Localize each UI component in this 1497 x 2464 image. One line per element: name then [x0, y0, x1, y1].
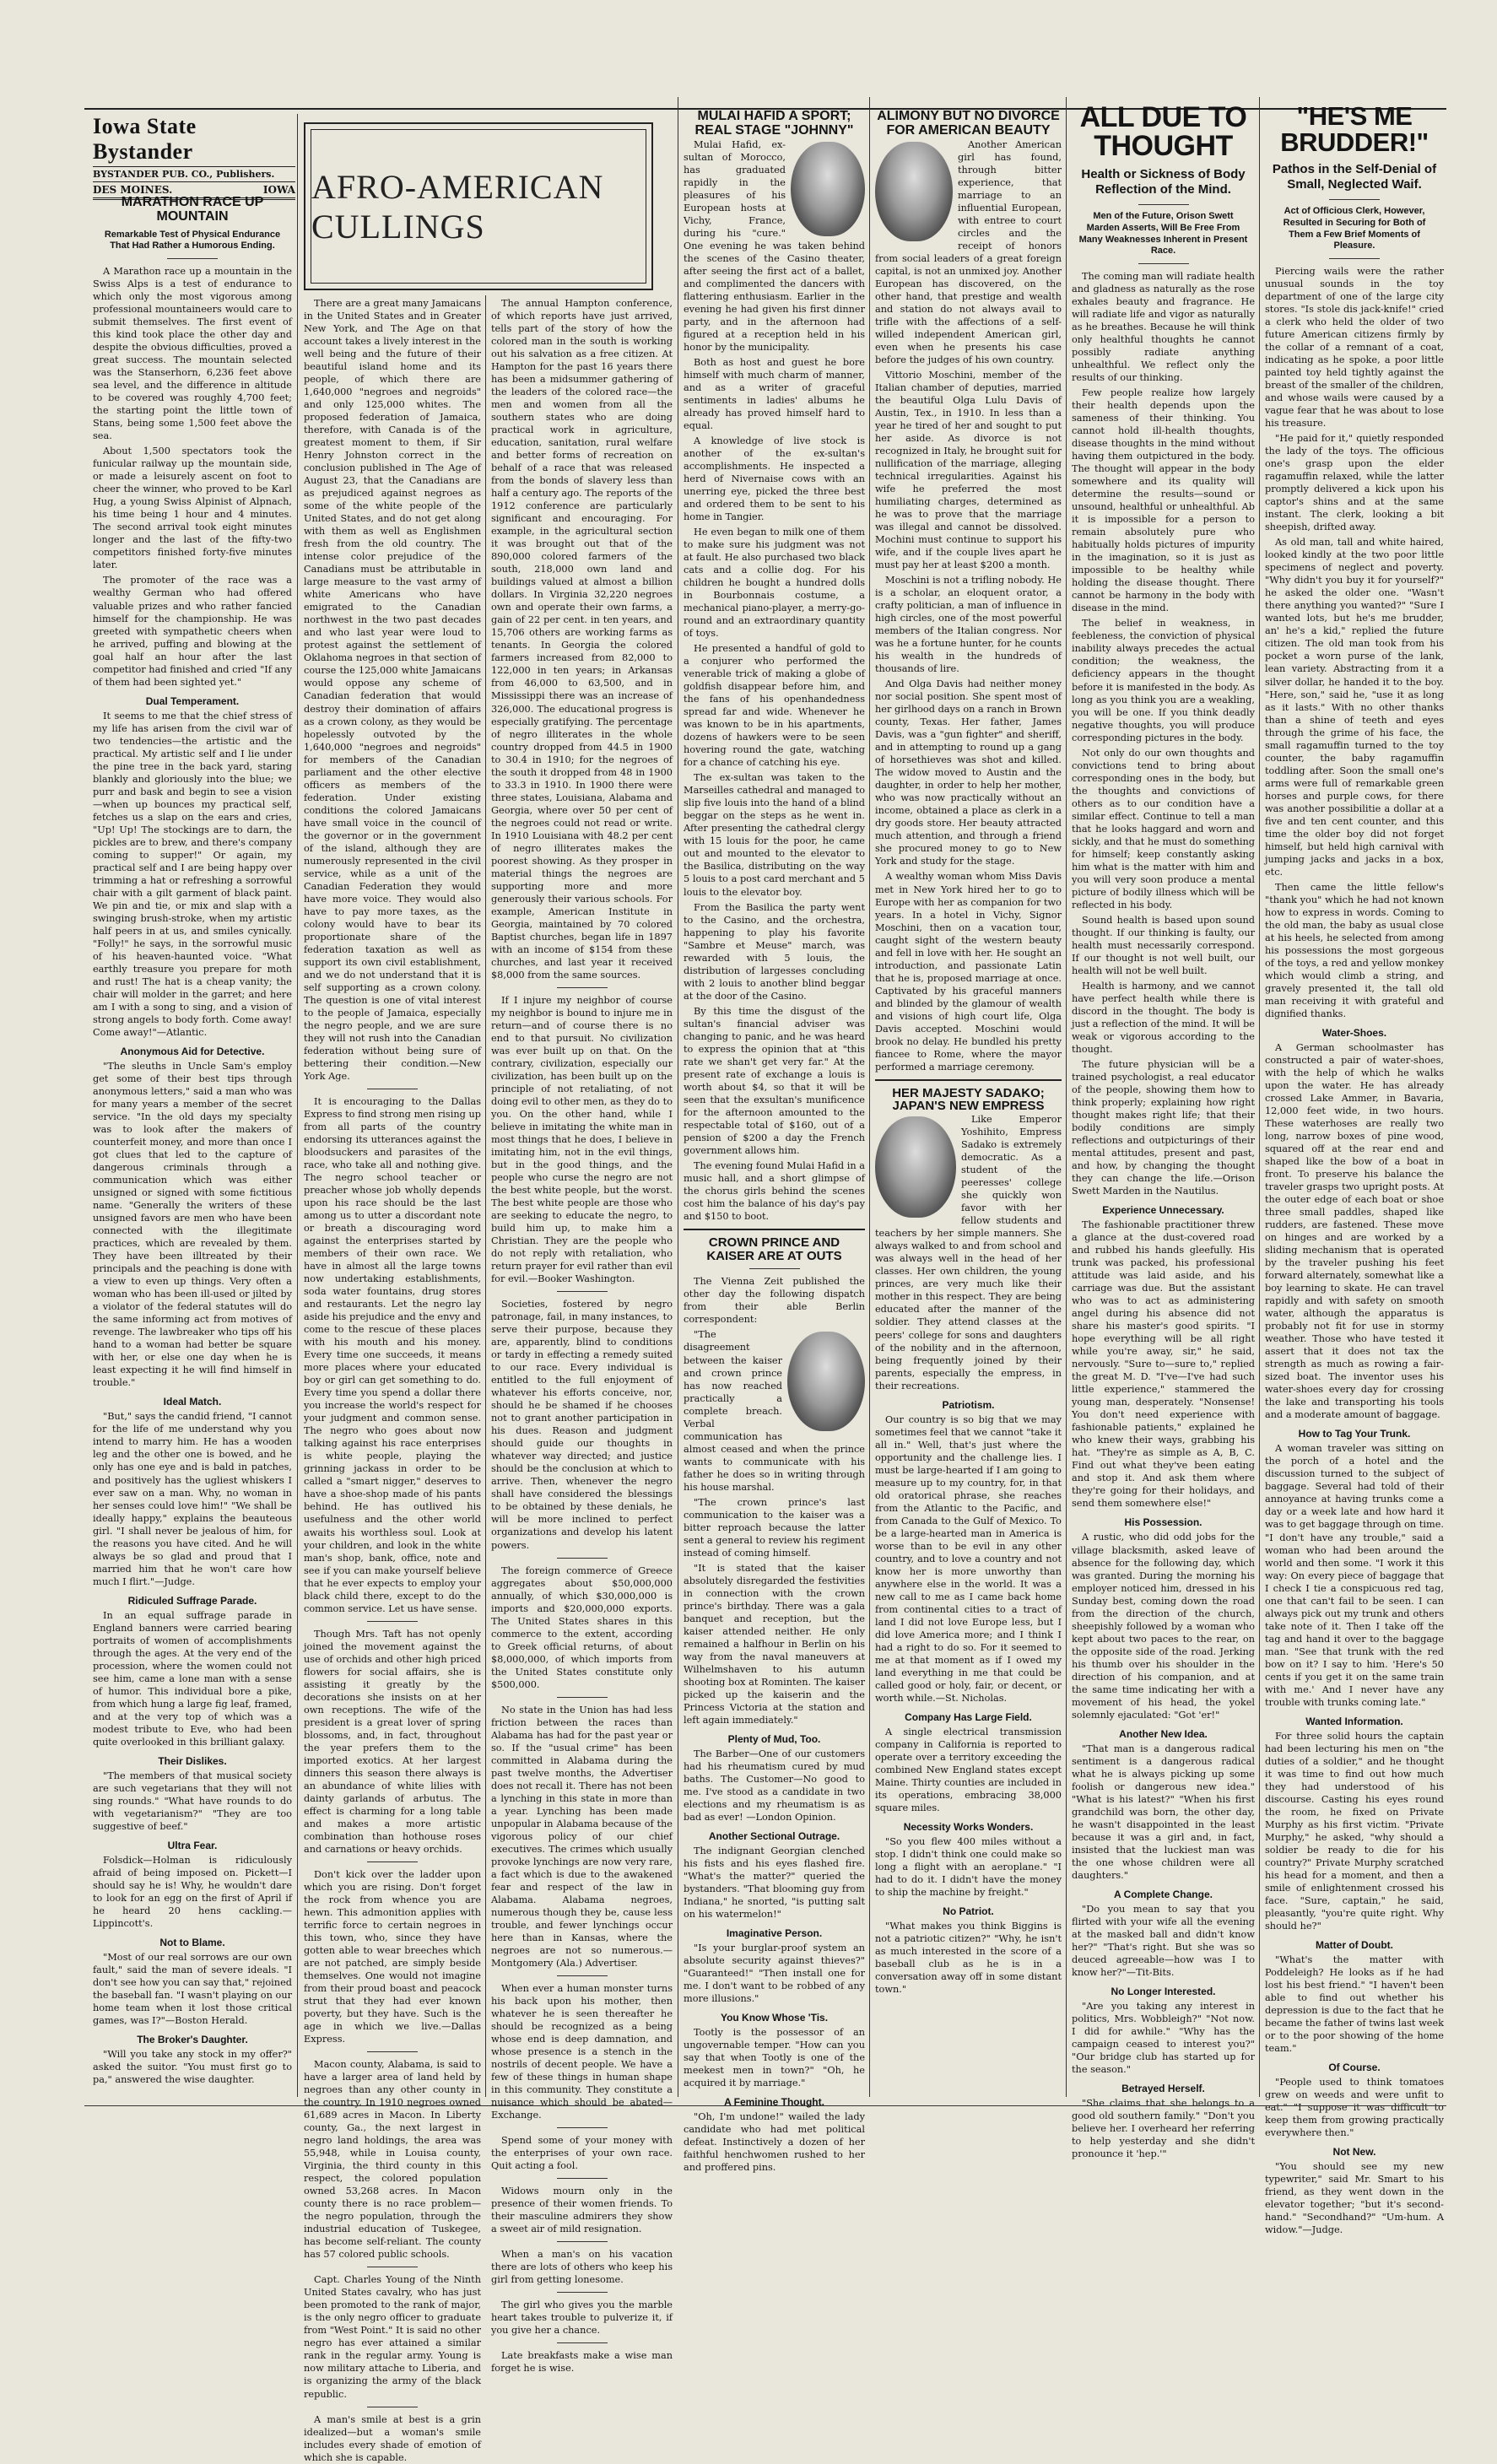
- subhead: Anonymous Aid for Detective.: [120, 1046, 265, 1058]
- subhead: A Feminine Thought.: [724, 2096, 824, 2109]
- article-paragraph: It seems to me that the chief stress of my life has arisen from the civil war of two tendencies—the artistic and the practical. My artistic self and I lie under the pine tree in the back yard, staring blankly and gloriously into the blue; we purr and bask and begin to see a vision—when up bounces my practical self, fetches us a slap on the ears and cries, "Up! Up! The stockings are to darn, the pickles are to brew, and there's company coming to supper!" Or again, my practical self and I are being happy over trimming a hat or refreshing a sorrowful chair with a gilt garment of black paint. We pin and tie, or mix and slap with a swinging brush-stroke, when my artistic half peers in at us, and smiles cynically. "Folly!" he says, in the sorrowful music of his heaven-haunted voice. "What earthly treasure you prepare for moth and rust! The hat is a cheap vanity; the chair will molder in the garret; and here am I with a song to sing, and a vision of strong angels to body forth. Come away! Come away!"—Atlantic.: [93, 710, 292, 1038]
- article-paragraph: Though Mrs. Taft has not openly joined the movement against the use of orchids and other high priced flowers for social affairs, she is assisting it greatly by the decorations she insists on at her own receptions. The wife of the president is a great lover of spring blossoms, and, in fact, throughout the year prefers them to the imported exotics. At her largest dinners this season there always is an abundance of white lilies with dainty garlands of arbutus. The effect is charming for a long table and makes a more artistic combination than hothouse roses and carnations or heavy orchids.: [304, 1628, 481, 1855]
- headline: REAL STAGE "JOHNNY": [694, 122, 854, 138]
- subhead: Ultra Fear.: [167, 1839, 218, 1851]
- subhead: Their Dislikes.: [158, 1754, 227, 1767]
- article-paragraph: "He paid for it," quietly responded the lady of the toys. The officious one's grasp upon the elder ragamuffin relaxed, while the latter promptly delivered a kick upon his captor's shins and at the same instant. The clerk, looking a bit sheepish, drifted away.: [1265, 433, 1444, 533]
- article-paragraph: A knowledge of live stock is another of the ex-sultan's accomplishments. He inspected a herd of Nivernaise cows with an unerring eye, picked the three best and ordered them to be sent to his home in Tangier.: [684, 435, 865, 523]
- column-rule: [1066, 97, 1067, 2097]
- cullings-title: AFRO-AMERICAN CULLINGS: [311, 167, 604, 246]
- subhead: Patriotism.: [942, 1398, 995, 1411]
- column-rule: [297, 114, 298, 2097]
- column-rule: [485, 295, 486, 2097]
- headline: HER MAJESTY SADAKO;: [892, 1085, 1045, 1100]
- article-paragraph: By this time the disgust of the sultan's financial adviser was changing to panic, and he was heard to express the opinion that at "this rate we shan't get very far." At the present rate of exchange a louis is worth about $4, so that it will be seen that the exsultan's munificence for the afternoon amounted to the respectable total of $160, out of a pension of $200 a day the French government allows him.: [684, 1005, 865, 1156]
- article-paragraph: Health is harmony, and we cannot have perfect health while there is discord in the thought. The body is just a reflection of the mind. It will be weak or vigorous according to the thought.: [1072, 980, 1255, 1055]
- column-rule: [1259, 97, 1260, 2097]
- subhead: His Possession.: [1124, 1516, 1202, 1529]
- headline-deck: Men of the Future, Orison Swett Marden Asserts, Will Be Free From Many Weaknesses Inherent in Present Race.: [1078, 211, 1248, 257]
- article-paragraph: Our country is so big that we may sometimes feel that we cannot "take it all in." Well, that's just where the opportunity and the challenge lies. I must be large-hearted if I am going to measure up to my country, for, in that old oratorical phrase, she reaches from the Atlantic to the Pacific, and from Canada to the Gulf of Mexico. To be a large-hearted man in America is worse than to be evil in any other country, and to love a country and not know her is more unworthy than anywhere else in the world. It was a new call to me as I came back home from continental cities to a tract of land I did not love Europe less, but I did love America more; and I think I had a right to do so. For it seemed to me at that moment as if I owed my land everything in me that could be called good or holy, fair, or decent, or worth while.—St. Nicholas.: [875, 1413, 1062, 1704]
- subhead: No Longer Interested.: [1111, 1985, 1216, 1997]
- article-paragraph: "What's the matter with Poddeleigh? He looks as if he had lost his best friend." "I haven't been able to find out whether his depression is due to the fact that he became the father of twins last week or to the poor showing of the home team.": [1265, 1953, 1444, 2055]
- article-paragraph: If I injure my neighbor of course my neighbor is bound to injure me in return—and of course there is no end to that pursuit. No civilization was ever built up on that. On the contrary, civilization, especially our civilization, has been built up on the principle of not retaliating, of not doing evil to other men, as they do to you. On the other hand, while I believe in imitating the white man in most things that he does, I believe in imitating him, not in the evil things, but in the good things, and the people who curse the negro are not the best white people, but the worst. The best white people are those who are seeking to educate the negro, to build him up, to make him a Christian. They are the people who do not reply with retaliation, who return prayer for evil rather than evil for evil.—Booker Washington.: [491, 994, 673, 1285]
- article-paragraph: A wealthy woman whom Miss Davis met in New York hired her to go to Europe with her as companion for two years. In a hotel in Vichy, Signor Moschini, then on a vacation tour, caught sight of the western beauty and fell in love with her. He sought an introduction, and passionate Latin that he is, proposed marriage at once. Captivated by his graceful manners and blinded by the glamour of wealth and visions of high court life, Olga Davis accepted. Moschini would brook no delay. He bundled his pretty fiancee to Rome, where the mayor performed a marriage ceremony.: [875, 871, 1062, 1073]
- column-7: [1265, 101, 1444, 2236]
- article-paragraph: Don't kick over the ladder upon which you are rising. Don't forget the rock from whence you are hewn. This admonition applies with terrific force to certain negroes in this town, who, since they have gotten able to wear breeches which are not patched, are simply beside themselves. One would not imagine from their proud boast and peacock strut that they had ever known poverty, but they have. Such is the age in which we live.—Dallas Express.: [304, 1868, 481, 2045]
- article-paragraph: "That man is a dangerous radical sentiment is a dangerous radical what he is always picking up some foolish or dangerous new idea." "What is his latest?" "When his first grandchild was born, the other day, he wasn't disappointed in the least because it was a girl and, in fact, insisted that the luckiest man was the one whose children were all daughters.": [1072, 1743, 1255, 1881]
- article-paragraph: "What makes you think Biggins is not a patriotic citizen?" "Why, he isn't as much interested in the score of a baseball club as he is in a conversation away off in some distant town.": [875, 1921, 1062, 1996]
- article-paragraph: The Vienna Zeit published the other day the following dispatch from their able Berlin correspondent:: [684, 1276, 865, 1326]
- article-paragraph: "But," says the candid friend, "I cannot for the life of me understand why you intend to marry him. He has a wooden leg and the other one is bowed, and he only has one eye and is bald in patches, and positively has the ugliest whiskers I ever saw on a man. Why, no woman in her senses could love him!" "We shall be ideally happy," explains the beauteous girl. "I shall never be jealous of him, for the reasons you have cited. And he will always be so glad and proud that I married him that he won't care how much I flirt."—Judge.: [93, 1411, 292, 1587]
- column-rule: [869, 97, 870, 2097]
- article-paragraph: A man's smile at best is a grin idealized—but a woman's smile includes every shade of emotion of which she is capable.: [304, 2413, 481, 2463]
- headline: ALIMONY BUT NO DIVORCE: [877, 109, 1060, 123]
- subhead: The Broker's Daughter.: [137, 2034, 248, 2046]
- portrait-mulai-hafid: [791, 142, 865, 236]
- article-paragraph: When ever a human monster turns his back upon his mother, then whatever he is seen thereafter he should be recognized as a being whose end is deep damnation, and whose presence is a stench in the nostrils of decent people. We have a few of these things in human shape in this community. They constitute a nuisance which should be abated—Exchange.: [491, 1983, 673, 2121]
- article-paragraph: The girl who gives you the marble heart takes trouble to pulverize it, if you give her a chance.: [491, 2299, 673, 2337]
- headline-deck: Act of Officious Clerk, However, Resulted in Securing for Both of Them a Few Brief Moments of Pleasure.: [1283, 206, 1426, 251]
- subhead: Ridiculed Suffrage Parade.: [127, 1594, 257, 1607]
- subhead: A Complete Change.: [1114, 1888, 1213, 1900]
- article-paragraph: From the Basilica the party went to the Casino, and the orchestra, happening to play his favorite "Sambre et Meuse" march, was rewarded with 5 louis, the distribution of largesses concluding with 2 louis to another blind beggar at the door of the Casino.: [684, 901, 865, 1002]
- article-paragraph: "You should see my new typewriter," said Mr. Smart to his friend, as they went down in the elevator together; "but it's second-hand." "Secondhand?" "Um-hum. A widow."—Judge.: [1265, 2161, 1444, 2236]
- portrait-crown-prince: [787, 1332, 865, 1431]
- article-paragraph: There are a great many Jamaicans in the United States and in Greater New York, and The Age on that account takes a lively interest in the well being and the future of their beautiful island home and its people, of which there are 1,640,000 "negroes and negroids" and only 125,000 whites. The proposed federation of Jamaica, therefore, with Canada is of the greatest moment to them, if Sir Henry Johnston correct in the conclusion published in The Age of August 23, that the Canadians are as prejudiced against negroes as some of the white people of the United States, and do not get along with them as well as Englishmen fresh from the old country. The intense color prejudice of the Canadians must be attributable in large measure to the vast army of white Americans who have emigrated to the Canadian northwest in the two past decades and who last year were loud to protest against the settlement of Oklahoma negroes in that section of course the 125,000 white Jamaicans would oppose any scheme of Canadian federation that would destroy their domination of affairs as a crown colony, as they would be hopelessly outvoted by the 1,640,000 "negroes and negroids" for members of the Canadian parliament and the other elective officers as members of the federation. Under existing conditions the colored Jamaicans have small voice in the council of the governor or in the government of the island, although they are numerously represented in the civil service, while as a unit of the Canadian Federation they would have more voice. They would also have to pay more taxes, as the colony would have to bear its proportionate share of the federation taxation as well as support its own civil establishment, and we do not understand that it is self supporting as a crown colony. The question is one of vital interest to the people of Jamaica, especially the negro people, and we are sure they will not rush into the Canadian federation without being sure of bettering their condition.—New York Age.: [304, 298, 481, 1082]
- subhead: Experience Unnecessary.: [1102, 1204, 1224, 1217]
- article-paragraph: Moschini is not a trifling nobody. He is a scholar, an eloquent orator, a crafty politician, a man of influence in high circles, one of the most powerful members of the Italian congress. Nor was he a fortune hunter, for he counts his wealth in the hundreds of thousands of lire.: [875, 575, 1062, 675]
- article-paragraph: "Will you take any stock in my offer?" asked the suitor. "You must first go to pa," answered the wise daughter.: [93, 2049, 292, 2086]
- article-paragraph: A rustic, who did odd jobs for the village blacksmith, asked leave of absence for the following day, which was granted. During the morning his employer noticed him, dressed in his Sunday best, coming down the road from the direction of the church, sheepishly followed by a woman who kept about two paces to the rear, on the opposite side of the road. Jerking his thumb over his shoulder in the direction of his companion, and at the same time indicating her with a movement of his head, the yokel solemnly ejaculated: "Got 'er!": [1072, 1532, 1255, 1721]
- article-paragraph: Sound health is based upon sound thought. If our thinking is faulty, our health must necessarily correspond. If our thought is not well built, our health will not be well built.: [1072, 914, 1255, 976]
- masthead-publisher-line: [93, 166, 295, 182]
- article-paragraph: The foreign commerce of Greece aggregates about $50,000,000 annually, of which $30,000,000 is imports and $20,000,000 exports. The United States shares in this commerce to the extent, according to Greek official returns, of about $8,000,000, of which imports from the United States constitute only $500,000.: [491, 1564, 673, 1690]
- subhead: Ideal Match.: [163, 1396, 222, 1408]
- column-5: [875, 110, 1062, 2097]
- article-paragraph: A Marathon race up a mountain in the Swiss Alps is a test of endurance to which only the most vigorous among professional mountaineers would care to submit themselves. The first event of this kind took place the other day and despite the obvious difficulties, proved a great success. The mountain selected was the Stanserhorn, 6,236 feet above sea level, and the difference in altitude to be covered was roughly 4,700 feet; the starting point the little town of Stans, being some 1,500 feet above the sea.: [93, 266, 292, 442]
- article-paragraph: The indignant Georgian clenched his fists and his eyes flashed fire. "What's the matter?" queried the bystanders. "That blooming guy from Indiana," he snorted, "is putting salt on his watermelon!": [684, 1845, 865, 1921]
- subhead: Betrayed Herself.: [1121, 2083, 1205, 2095]
- masthead: [93, 114, 295, 200]
- article-paragraph: Late breakfasts make a wise man forget he is wise.: [491, 2350, 673, 2375]
- article-paragraph: He even began to milk one of them to make sure his judgment was not at fault. He also purchased two black cats and a collie dog. For his children he bought a hundred dolls in Bourbonnais costume, a mechanical piano-player, a merry-go-round and an extraordinary quantity of toys.: [684, 527, 865, 640]
- bottom-rule: [84, 2105, 1446, 2106]
- article-paragraph: "Do you mean to say that you flirted with your wife all the evening at the masked ball and didn't know her?" "That's right. But she was so deuced agreeable—how was I to know her?"—Tit-Bits.: [1072, 1903, 1255, 1978]
- article-paragraph: Macon county, Alabama, is said to have a larger area of land held by negroes than any other county in the country. In 1910 negroes owned 61,689 acres in Macon. In Liberty county, Ga., the next largest in negro land holdings, the area was 55,948, while in Louisa county, Virginia, the third county in this respect, the colored population owned 53,268 acres. In Macon county there is no race problem—the negro population, through the industrial education of Tuskegee, has become self-reliant. The county has 57 colored public schools.: [304, 2059, 481, 2261]
- cullings-banner: [304, 122, 653, 290]
- headline: FOR AMERICAN BEAUTY: [886, 122, 1051, 138]
- masthead-city: DES MOINES.: [93, 184, 173, 196]
- headline: JAPAN'S NEW EMPRESS: [892, 1099, 1045, 1114]
- headline: MULAI HAFID A SPORT;: [697, 109, 851, 123]
- article-paragraph: The Barber—One of our customers had his rheumatism cured by mud baths. The Customer—No good to me. I've stood as a candidate in two elections and my rheumatism is as bad as ever! —London Opinion.: [684, 1748, 865, 1824]
- article-paragraph: "Oh, I'm undone!" wailed the lady candidate who had met political defeat. Instinctively a dozen of her faithful henchwomen rushed to her and proffered pins.: [684, 2111, 865, 2174]
- column-3: [491, 297, 673, 2375]
- article-paragraph: "Are you taking any interest in politics, Mrs. Wobbleigh?" "Not now. I did for awhile." "Why has the campaign ceased to interest you?" "Our bridge club has started up for the season.": [1072, 2000, 1255, 2076]
- headline-deck: Remarkable Test of Physical Endurance That Had Rather a Humorous Ending.: [104, 229, 281, 251]
- article-paragraph: Tootly is the possessor of an ungovernable temper. "How can you say that when Tootly is one of the meekest men in town?" "Oh, he acquired it by marriage.": [684, 2027, 865, 2089]
- subhead: Not New.: [1332, 2146, 1376, 2159]
- article-paragraph: "Is your burglar-proof system an absolute security against thieves?" "Guaranteed!" "Then install one for me. I don't want to be robbed of any more illusions.": [684, 1943, 865, 2005]
- article-paragraph: Folsdick—Holman is ridiculously afraid of being imposed on. Pickett—I should say he is! Why, he wouldn't dare to look for an egg on the first of April if he heard 20 hens cackling.—Lippincott's.: [93, 1854, 292, 1929]
- article-paragraph: A woman traveler was sitting on the porch of a hotel and the discussion turned to the subject of baggage. Several had told of their annoyance at having trunks come a day or a week late and how hard it was to get baggage through on time. "I don't have any trouble," said a woman who had been around the world and then some. "I work it this way: On every piece of baggage that I check I tie a conspicuous red tag, one that can't fail to be seen. I can always pick out my trunk and others take note of it. Then I take off the tag and hand it over to the baggage man. "See that trunk with the red bow on it? I say to him. 'Here's 50 cents if you get it on the same train with me.' And I never have any trouble with trunks coming late.": [1265, 1443, 1444, 1708]
- subhead: You Know Whose 'Tis.: [720, 2012, 829, 2024]
- subhead: How to Tag Your Trunk.: [1298, 1428, 1411, 1440]
- article-paragraph: Another American girl has found, through bitter experience, that marriage to an influential European, with entree to court circles and the receipt of honors from social leaders of a great foreign capital, is not an unmixed joy. Another European has discovered, on the other hand, that prestige and wealth and station do not always avail to trifle with the affections of a self-willed independent American girl, even when he presents his case before the judges of his own country.: [875, 138, 1062, 365]
- portrait-olga-davis: [875, 142, 953, 241]
- masthead-publisher: BYSTANDER PUB. CO., Publishers.: [93, 169, 275, 180]
- subhead: Another New Idea.: [1119, 1727, 1208, 1740]
- article-paragraph: Societies, fostered by negro patronage, fail, in many instances, to serve their purpose, because they are, apparently, blind to conditions or tardy in effecting a remedy suited to our race. Every individual is entitled to the full enjoyment of whatever his efforts conceive, nor, should he be shamed if he chooses not to grant another participation in his dues. Reason and judgment should guide our thoughts in whatever way directed; and justice should be the conclusion at which to arrive. Then, whenever the negro shall have considered the blessings to be obtained by these denials, he will be more inclined to perfect organizations and develop his latent powers.: [491, 1299, 673, 1551]
- article-paragraph: "People used to think tomatoes grew on weeds and were unfit to eat." "I suppose it was difficult to keep them from growing practically everywhere then.": [1265, 2077, 1444, 2139]
- masthead-state: IOWA: [262, 184, 295, 196]
- article-paragraph: Vittorio Moschini, member of the Italian chamber of deputies, married the beautiful Olga Lulu Davis of Austin, Tex., in 1910. In less than a year he tired of her and sought to put her aside. As divorce is not recognized in Italy, he brought suit for nullification of the marriage, alleging technical irregularities. Against his wife he preferred the most humiliating charges, determined as he was to prove that the marriage was illegal and cannot be dissolved. Mochini must continue to support his wife, and if the couple lives apart he must pay her at least $200 a month.: [875, 369, 1062, 571]
- article-paragraph: "She claims that she belongs to a good old southern family." "Don't you believe her. I overheard her referring to help yesterday and she didn't pronounce it 'hep.'": [1072, 2098, 1255, 2160]
- article-paragraph: "Most of our real sorrows are our own fault," said the man of severe ideals. "I don't see how you can say that," rejoined the baseball fan. "I wasn't playing on our home team when it lost those critical games, was I?"—Boston Herald.: [93, 1951, 292, 2027]
- article-paragraph: Mulai Hafid, ex-sultan of Morocco, has graduated rapidly in the pleasures of his European hosts at Vichy, France, during his "cure." One evening he was taken behind the scenes of the Casino theater, after seeing the first act of a ballet, and complimented the dancers with flattering enthusiasm. Earlier in the evening he had given his first dinner party, and in the afternoon had figured at a reception held in his honor by the municipality.: [684, 138, 865, 353]
- masthead-title: Iowa State Bystander: [93, 114, 197, 164]
- column-4: [684, 109, 865, 2174]
- article-paragraph: Both as host and guest he bore himself with much charm of manner, and as a writer of graceful sentiments in ladies' albums he already has proved himself hard to equal.: [684, 356, 865, 431]
- portrait-empress-sadako: [875, 1116, 956, 1218]
- column-6: [1072, 101, 1255, 2160]
- subhead: Wanted Information.: [1305, 1715, 1403, 1727]
- article-paragraph: Capt. Charles Young of the Ninth United States cavalry, who has just been promoted to the rank of major, is the only negro officer to graduate from "West Point." It is said no other negro has ever attained a similar rank in the regular army. Young is now military attache to Liberia, and is organizing the army of the black republic.: [304, 2274, 481, 2400]
- article-paragraph: "It is stated that the kaiser absolutely disregarded the festivities in connection with the crown prince's birthday. There was a gala banquet and reception, but the kaiser attended neither. He only remained a halfhour in Berlin on his way from the naval maneuvers at Wilhelmshaven to his autumn shooting box at Rominten. The kaiser picked up the kaiserin and the Princess Victoria at the station and left again immediately.": [684, 1562, 865, 1726]
- article-paragraph: Not only do our own thoughts and convictions tend to bring about corresponding ones in the body, but the thoughts and convictions of others as to our condition have a similar effect. Continue to tell a man that he looks haggard and worn and sickly, and that he must do something for himself; keep constantly asking him what is the matter with him and you will very soon produce a mental picture of bodily illness which will be reflected in his body.: [1072, 747, 1255, 910]
- subhead: Imaginative Person.: [726, 1927, 823, 1940]
- subhead: Another Sectional Outrage.: [708, 1830, 840, 1843]
- headline: ALL DUE TO THOUGHT: [1079, 101, 1247, 162]
- headline: CROWN PRINCE AND KAISER ARE AT OUTS: [706, 1235, 842, 1263]
- article-paragraph: Piercing wails were the rather unusual sounds in the toy department of one of the large city stores. "Is stole dis jack-knife!" cried a clerk who held the older of two future American citizens firmly by the collar of a remnant of a coat, indicating as he spoke, a poor little painted toy held tightly against the breast of the smaller of the children, and whose wails were caused by a vague fear that he was about to lose his treasure.: [1265, 266, 1444, 430]
- article-paragraph: The future physician will be a trained psychologist, a real educator of the people, showing them how to think properly; explaining how right thought makes right life; that their bodily conditions are simply reflections and outpicturings of their mental attitudes, present and past, and how, by changing the thought they can change the life.—Orison Swett Marden in the Nautilus.: [1072, 1058, 1255, 1197]
- article-paragraph: He presented a handful of gold to a conjurer who performed the venerable trick of making a globe of goldfish disappear before him, and the fans of his openhandedness spread far and wide. Whenever he was known to be in his apartments, dozens of hawkers were to be seen hovering round the gate, watching for a chance of catching his eye.: [684, 643, 865, 769]
- article-paragraph: Widows mourn only in the presence of their women friends. To their masculine admirers they show a sweet air of mild resignation.: [491, 2186, 673, 2235]
- article-paragraph: Spend some of your money with the enterprises of your own race. Quit acting a fool.: [491, 2135, 673, 2172]
- article-paragraph: The belief in weakness, in feebleness, the conviction of physical inability always precedes the actual condition; the weakness, the deficiency appears in the thought before it is manifested in the body. As long as you think you are a weakling, you will be one. If you think deadly negative thoughts, you will produce corresponding pictures in the body.: [1072, 618, 1255, 743]
- subhead: Not to Blame.: [159, 1936, 225, 1948]
- article-paragraph: The coming man will radiate health and gladness as naturally as the rose exhales beauty and fragrance. He will radiate life and vigor as naturally as he breathes. Because he will think only healthful thoughts he cannot possibly radiate anything unhealthful. We reflect only the results of our thinking.: [1072, 271, 1255, 384]
- article-paragraph: In an equal suffrage parade in England banners were carried bearing portraits of women of accomplishments through the ages. At the very end of the procession, where the women could not see him, came a lone man with a sense of humor. This individual bore a pike, from which hung a large fig leaf, framed, and at the very top of which was a modest tribute to Eve, who had been quite overlooked in this brilliant galaxy.: [93, 1609, 292, 1748]
- subhead: Matter of Doubt.: [1316, 1938, 1393, 1951]
- article-paragraph: And Olga Davis had neither money nor social position. She spent most of her girlhood days on a ranch in Brown county, Texas. Her father, James Davis, was a "gun fighter" and sheriff, and in attempting to round up a gang of horsethieves was shot and killed. The widow moved to Austin and the daughter, in order to help her mother, who was now practically without an income, obtained a place as clerk in a dry goods store. Her beauty attracted much attention, and through a friend she procured money to go to New York and study for the stage.: [875, 678, 1062, 867]
- headline: MARATHON RACE UP MOUNTAIN: [121, 195, 264, 224]
- column-2: [304, 297, 481, 2463]
- article-paragraph: As old man, tall and white haired, looked kindly at the two poor little specimens of neglect and poverty. "Why didn't you buy it for yourself?" he asked the older one. "Wasn't there anything you wanted?" "Sure I wanted lots, but he's me brudder, an' he's a kid," replied the future citizen. The old man took from his pocket a worn purse of the lank, lean variety. Abstracting from it a silver dollar, he handed it to the boy. "Here, son," said he, "use it as long as it lasts." With no other thanks than a shine of teeth and eyes through the grime of his face, the small ragamuffin turned to the toy counter, the baby ragamuffin toddling after. Soon the small one's arms were full of remarkable green horses and purple cows, for there was another possibilitie a dollar at a five and ten cent counter, and this time the older boy did not forget himself, but held high carnival with jumping jacks and jacks in a box, etc.: [1265, 537, 1444, 878]
- headline-deck: Health or Sickness of Body Reflection of the Mind.: [1081, 167, 1246, 197]
- subhead: Dual Temperament.: [145, 694, 240, 707]
- article-paragraph: "The sleuths in Uncle Sam's employ get some of their best tips through anonymous letters," said a man who was for many years a member of the secret service. "In the old days my specialty was to look after the makers of counterfeit money, and more than once I got clues that led to the capture of dangerous criminals through a communication which was either unsigned or signed with some fictitious name. "Generally the writers of these unsigned favors are men who have been connected with the illegitimate practices, which are revealed by them. They have been illtreated by their principals and the peaching is done with a view to even up things. Very often a woman who has been ill-used or jilted by a violator of the federal statutes will do the same informing act from motives of revenge. The lawbreaker who tips off his hand to a woman had better be square with her, or else one day when he is least expecting it he will find himself in trouble.": [93, 1061, 292, 1389]
- subhead: Of Course.: [1328, 2061, 1381, 2074]
- article-paragraph: The promoter of the race was a wealthy German who had offered valuable prizes and who rather fancied himself for the championship. He was greeted with sympathetic cheers when he arrived, puffing and blowing at the goal half an hour after the last competitor had finished and cried "If any of them had been sighted yet.": [93, 575, 292, 688]
- column-1: [93, 196, 292, 2099]
- subhead: No Patriot.: [943, 1905, 994, 1918]
- article-paragraph: About 1,500 spectators took the funicular railway up the mountain side, or made a leisurely ascent on foot to cheer the winner, who proved to be Karl Hug, a young Swiss Alpinist of Alpnach, his time being 1 hour and 4 minutes. The second arrival took eight minutes longer and the last of the fifty-two competitors finished forty-five minutes later.: [93, 446, 292, 571]
- article-paragraph: "The crown prince's last communication to the kaiser was a bitter reproach because the latter sent a general to review his regiment instead of coming himself.: [684, 1496, 865, 1559]
- article-paragraph: The evening found Mulai Hafid in a music hall, and a short glimpse of the chorus girls behind the scenes cost him the balance of his day's pay and $150 to boot.: [684, 1159, 865, 1222]
- article-paragraph: A German schoolmaster has constructed a pair of water-shoes, with the help of which he walks upon the water. He has already crossed Lake Ammer, in Bavaria, 12,000 feet wide, in two hours. These waterhoses are really two long, narrow boxes of pine wood, squared off at the rear end and shaped like the bow of a boat in front. To preserve his balance the traveler grasps two upright posts. At the outer edge of each boat or shoe three small paddles, shaped like rudders, are fastened. These move on hinges and are worked by a sliding mechanism that is operated by the traveler pushing his feet forward alternately, somewhat like a boy learning to skate. He can travel rapidly and with safety on smooth water, although the apparatus is probably not fit for use in stormy weather. Those who have tested it assert that it does not tax the strength as much as rowing a fair-sized boat. The inventor uses his water-shoes every day for crossing the lake and transporting his tools and a moderate amount of baggage.: [1265, 1041, 1444, 1421]
- article-paragraph: "The members of that musical society are such vegetarians that they will not sing rounds." "What have rounds to do with vegetarianism?" "They are too suggestive of beef.": [93, 1770, 292, 1832]
- subhead: Necessity Works Wonders.: [903, 1821, 1034, 1834]
- article-paragraph: "The disagreement between the kaiser and crown prince has now reached practically a complete breach. Verbal communication has almost ceased and when the prince wants to communicate with his father he does so in writing through his house marshal.: [684, 1329, 865, 1493]
- article-paragraph: The fashionable practitioner threw a glance at the dust-covered road and rubbed his hands gleefully. His trunk was packed, his professional attitude was laid aside, and his carriage was due. But the assistant who was to act as administering angel during his absence did not share his master's good spirits. "I hope everything will be all right while you're away, sir," he said, nervously. "Sure to—sure to," replied the great M. D. "I've—I've had such little experience," stammered the young man, desperately. "Nonsense! You don't need experience with fashionable patients," explained he who knew their ways, grabbing his hat. "They're as simple as A, B, C. Find out what they've been eating and stop it. And ask them where they're going for their holidays, and send them somewhere else!": [1072, 1219, 1255, 1510]
- headline: "HE'S ME BRUDDER!": [1280, 101, 1429, 157]
- article-paragraph: No state in the Union has had less friction between the races than Alabama has had for the past year or so. If the "usual crime" has been committed in Alabama during the past twelve months, the Advertiser does not recall it. There has not been a lynching in this state in more than a year. Lynching has been made unpopular in Alabama because of the vigorous policy of our chief executives. The crimes which usually provoke lynchings are now very rare, a fact which is due to the awakened fear and respect of the law in Alabama. Alabama negroes, numerous though they be, cause less trouble, and fewer lynchings occur here than in Kansas, where the negroes are not so numerous.—Montgomery (Ala.) Advertiser.: [491, 1704, 673, 1969]
- article-paragraph: Then came the little fellow's "thank you" which he had not known how to express in words. Coming to the old man, the baby as usual close at his heels, he selected from among his possessions the most gorgeous of the toys, a red and yellow monkey which would climb a string, and gravely presented it, the tall old man receiving it with grateful and dignified thanks.: [1265, 881, 1444, 1019]
- article-paragraph: It is encouraging to the Dallas Express to find strong men rising up from all parts of the country endorsing its utterances against the bloodsuckers and parasites of the race, who take all and nothing give. The negro school teacher or preacher whose job wholly depends upon his race should be the last among us to utter a discordant note or breath a discouraging word against the enterprises started by members of their own race. We have in almost all the large towns now undertaking establishments, soda water fountains, drug stores and restaurants. Let the negro lay aside his prejudice and the envy and come to the rescue of these places with his mouth and his money. Every time one succeeds, it means more places where your educated boy or girl can get something to do. Every time you spend a dollar there you increase the world's respect for your judgment and common sense. The negro who goes about now talking against his race enterprises is white people, playing the grinning jackass in order to be called a "smart nigger," deserves to have a shoe-shop made of his pants behind. He has outlived his usefulness and the other world awaits his worthless soul. Look at your children, and look in the white man's shop, bank, office, note and see if you can make yourself believe that he ever expects to employ your black child there, except to do the common service. Let us have sense.: [304, 1095, 481, 1614]
- article-paragraph: The ex-sultan was taken to the Marseilles cathedral and managed to slip five louis into the hand of a blind beggar on the steps as he went in. After presenting the cathedral clergy with 15 louis for the poor, he came out and mounted to the elevator to the Basilica, distributing on the way 5 louis to a post card merchant and 5 louis to the elevator boy.: [684, 772, 865, 898]
- article-paragraph: For three solid hours the captain had been lecturing his men on "the duties of a soldier," and he thought it was time to find out how much they had understood of his discourse. Casting his eyes round the room, he fixed on Private Murphy as his first victim. "Private Murphy," he asked, "why should a soldier be ready to die for his country?" Private Murphy scratched his head for a moment, and then a smile of enlightenment crossed his face. "Sure, captain," he said, pleasantly, "you're quite right. Why should he?": [1265, 1730, 1444, 1932]
- subhead: Water-Shoes.: [1321, 1026, 1387, 1039]
- article-paragraph: The annual Hampton conference, of which reports have just arrived, tells part of the story of how the colored man in the south is working out his salvation as a free citizen. At Hampton for the past 16 years there has been a midsummer gathering of the leaders of the colored race—the men and women from all the southern states who are doing practical work in agriculture, education, sanitation, rural welfare and better forms of recreation on behalf of a race that was released from the bonds of slavery less than half a century ago. The reports of the 1912 conference are particularly significant and encouraging. For example, in the agricultural section it was brought out that of the 890,000 colored farmers of the south, 218,000 own land and buildings valued at almost a billion dollars. In Virginia 32,220 negroes own and operate their own farms, a gain of 22 per cent. in ten years, and 15,706 others are working farms as tenants. In Georgia the colored farmers increased from 82,000 to 122,000 in ten years; in Arkansas from 46,000 to 63,500, and in Mississippi there was an increase of 326,000. The educational progress is especially gratifying. The percentage of negro illiterates in the whole country dropped from 44.5 in 1900 to 30.4 in 1910; for the negroes of the south it dropped from 48 in 1900 to 33.3 in 1910. In 1900 there were three states, Louisiana, Alabama and Georgia, where over 50 per cent of the negroes could not read or write. In 1910 Louisiana with 48.2 per cent of negro illiterates makes the poorest showing. As they prosper in material things the negroes are supporting more and more generously their various schools. For example, American Institute in Georgia, maintained by 70 colored Baptist churches, began life in 1897 with an income of $154 from these churches, and last year it received $8,000 from the same sources.: [491, 298, 673, 981]
- subhead: Company Has Large Field.: [905, 1710, 1032, 1723]
- article-paragraph: When a man's on his vacation there are lots of others who keep his girl from getting lonesome.: [491, 2249, 673, 2286]
- headline-deck: Pathos in the Self-Denial of Small, Neglected Waif.: [1272, 162, 1437, 192]
- article-paragraph: A single electrical transmission company in California is reported to operate over a territory exceeding the combined New England states except Maine. Thirty counties are included in its operations, embracing 38,000 square miles.: [875, 1726, 1062, 1814]
- article-paragraph: "So you flew 400 miles without a stop. I didn't think one could make so long a flight with an aeroplane." "I had to do it. I didn't have the money to ship the machine by freight.": [875, 1836, 1062, 1899]
- subhead: Plenty of Mud, Too.: [727, 1732, 821, 1745]
- article-paragraph: Like Emperor Yoshihito, Empress Sadako is extremely democratic. As a student of the peeresses' college she quickly won favor with her fellow students and teachers by her simple manners. She always walked to and from school and was always well in the head of her classes. Her own children, the young princes, are very much like their mother in this respect. They are being educated after the manner of the soldier. They attend classes at the peers' college for sons and daughters of the nobility and in the afternoon, being frequently joined by their parents, especially the empress, in their recreations.: [875, 1114, 1062, 1391]
- article-paragraph: Few people realize how largely their health depends upon the sameness of their thinking. You cannot hold ill-health thoughts, disease thoughts in the mind without having them outpictured in the body. The thought will appear in the body somewhere and its quality will determine the results—sound or unsound, healthful or unhealthful. Ab it is impossible for a person to remain absolutely pure who habitually holds pictures of impurity in the imagination, so it is just as impossible to be healthy while holding the disease thought. There cannot be harmony in the body with disease in the mind.: [1072, 387, 1255, 614]
